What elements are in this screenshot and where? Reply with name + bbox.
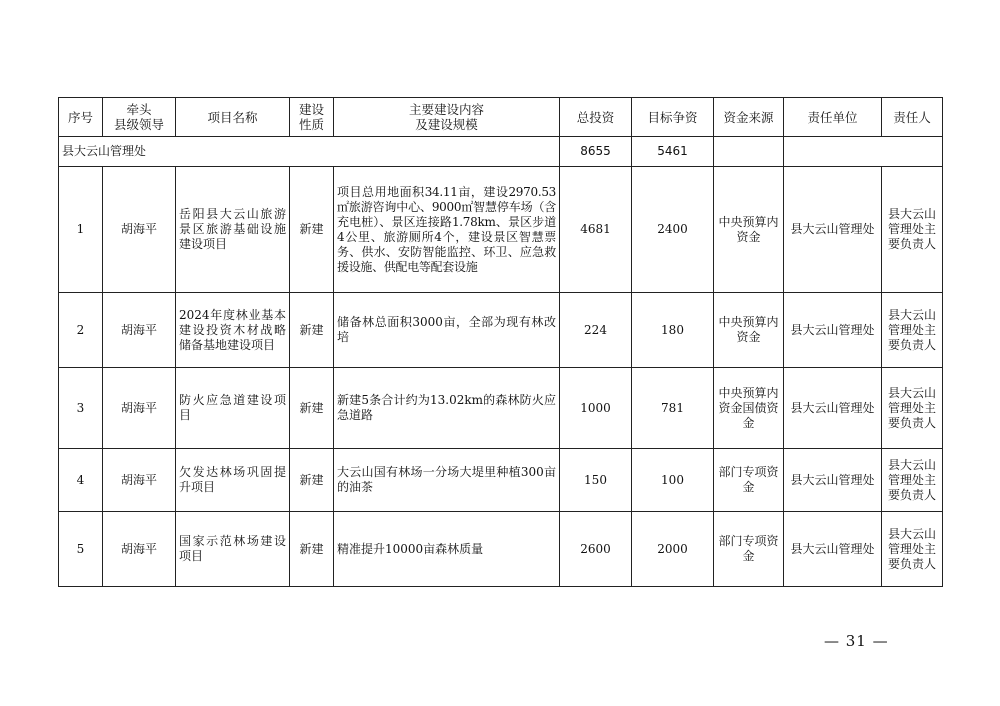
row-nature: 新建 [290, 167, 334, 293]
group-total: 8655 [560, 137, 632, 167]
row-nature: 新建 [290, 449, 334, 512]
row-leader: 胡海平 [103, 449, 176, 512]
row-unit: 县大云山管理处 [784, 512, 882, 587]
group-target: 5461 [632, 137, 714, 167]
table-row [59, 167, 943, 293]
row-unit: 县大云山管理处 [784, 449, 882, 512]
row-total: 150 [560, 449, 632, 512]
row-project-name: 国家示范林场建设项目 [176, 512, 290, 587]
row-project-name: 防火应急道建设项目 [176, 368, 290, 449]
row-source: 部门专项资金 [714, 449, 784, 512]
row-nature: 新建 [290, 368, 334, 449]
row-total: 1000 [560, 368, 632, 449]
header-source: 资金来源 [714, 98, 784, 137]
header-target: 目标争资 [632, 98, 714, 137]
group-source-empty [714, 137, 784, 167]
header-content [334, 98, 560, 137]
header-leader [103, 98, 176, 137]
row-total: 2600 [560, 512, 632, 587]
row-person: 县大云山管理处主要负责人 [882, 167, 943, 293]
row-project-name: 2024年度林业基本建设投资木材战略储备基地建设项目 [176, 293, 290, 368]
header-content-line2: 及建设规模 [415, 117, 478, 132]
row-target: 100 [632, 449, 714, 512]
row-total: 224 [560, 293, 632, 368]
row-source: 中央预算内资金国债资金 [714, 368, 784, 449]
row-leader: 胡海平 [103, 293, 176, 368]
row-content: 项目总用地面积34.11亩，建设2970.53㎡旅游咨询中心、9000㎡智慧停车场（含充电桩）、景区连接路1.78km、景区步道4公里、旅游厕所4个，建设景区智慧票务、供水、安防智能监控、环卫、应急救援设施、供配电等配套设施 [334, 167, 560, 293]
header-seq: 序号 [59, 98, 103, 137]
group-row [59, 137, 943, 167]
page-number: — 31 — [824, 632, 889, 650]
row-content: 精准提升10000亩森林质量 [334, 512, 560, 587]
header-row [59, 98, 943, 137]
row-target: 2400 [632, 167, 714, 293]
row-seq: 4 [59, 449, 103, 512]
row-content: 大云山国有林场一分场大堤里种植300亩的油茶 [334, 449, 560, 512]
row-total: 4681 [560, 167, 632, 293]
table-row [59, 449, 943, 512]
row-leader: 胡海平 [103, 368, 176, 449]
header-nature [290, 98, 334, 137]
header-unit: 责任单位 [784, 98, 882, 137]
row-target: 2000 [632, 512, 714, 587]
row-content: 新建5条合计约为13.02km的森林防火应急道路 [334, 368, 560, 449]
header-leader-line2: 县级领导 [113, 117, 164, 132]
row-seq: 3 [59, 368, 103, 449]
row-source: 中央预算内资金 [714, 293, 784, 368]
row-source: 部门专项资金 [714, 512, 784, 587]
row-leader: 胡海平 [103, 512, 176, 587]
row-person: 县大云山管理处主要负责人 [882, 449, 943, 512]
row-content: 储备林总面积3000亩，全部为现有林改培 [334, 293, 560, 368]
group-unit-empty [784, 137, 943, 167]
row-target: 180 [632, 293, 714, 368]
row-nature: 新建 [290, 512, 334, 587]
header-nature-line1: 建设 [298, 102, 324, 117]
header-person: 责任人 [882, 98, 943, 137]
row-seq: 2 [59, 293, 103, 368]
row-nature: 新建 [290, 293, 334, 368]
header-total: 总投资 [560, 98, 632, 137]
group-name: 县大云山管理处 [59, 137, 560, 167]
row-target: 781 [632, 368, 714, 449]
table-row [59, 512, 943, 587]
row-person: 县大云山管理处主要负责人 [882, 512, 943, 587]
row-source: 中央预算内资金 [714, 167, 784, 293]
row-unit: 县大云山管理处 [784, 368, 882, 449]
row-unit: 县大云山管理处 [784, 293, 882, 368]
row-leader: 胡海平 [103, 167, 176, 293]
header-content-line1: 主要建设内容 [408, 102, 484, 117]
table-row [59, 293, 943, 368]
row-project-name: 欠发达林场巩固提升项目 [176, 449, 290, 512]
row-person: 县大云山管理处主要负责人 [882, 368, 943, 449]
row-person: 县大云山管理处主要负责人 [882, 293, 943, 368]
row-seq: 1 [59, 167, 103, 293]
row-seq: 5 [59, 512, 103, 587]
row-project-name: 岳阳县大云山旅游景区旅游基础设施建设项目 [176, 167, 290, 293]
header-name: 项目名称 [176, 98, 290, 137]
row-unit: 县大云山管理处 [784, 167, 882, 293]
header-leader-line1: 牵头 [126, 102, 152, 117]
project-table [58, 97, 943, 587]
table-row [59, 368, 943, 449]
header-nature-line2: 性质 [298, 117, 324, 132]
